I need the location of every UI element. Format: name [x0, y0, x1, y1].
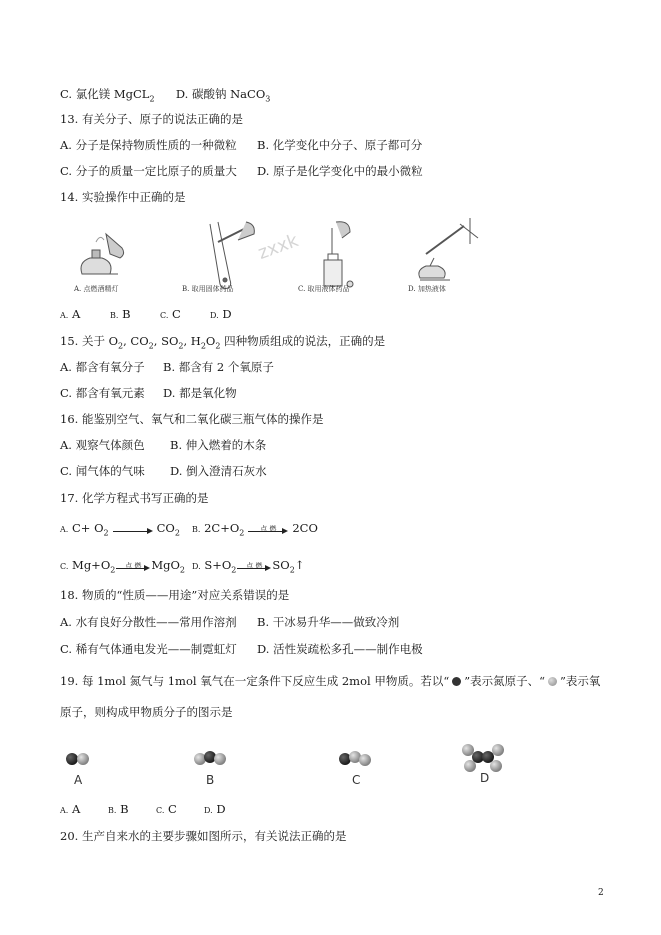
q17-option-c: C. $Mg+O_2$ 点 燃 MgO$_2$ — [60, 558, 186, 575]
nitrogen-atom-icon — [452, 677, 461, 686]
reaction-arrow-icon: 点 燃 — [248, 523, 288, 535]
q16-stem: 16. 能鉴别空气、氧气和二氧化碳三瓶气体的操作是 — [60, 412, 324, 426]
q16-option-c: C. 闻气体的气味 — [60, 464, 145, 478]
q14-option-d: D. D — [210, 307, 232, 321]
molecule-a — [66, 753, 89, 765]
q14-caption-a: A. 点燃酒精灯 — [74, 285, 119, 293]
q14-option-a: A. A — [60, 307, 81, 321]
q17-option-b: B. $2C+O_2$ 点 燃 2CO — [192, 521, 318, 538]
molecule-label-a: A — [74, 773, 83, 787]
q19-stem-line1: 19. 每 1mol 氮气与 1mol 氧气在一定条件下反应生成 2mol 甲物质。若以“ ”表示氮原子、“ ”表示氧 — [60, 674, 601, 688]
q14-option-c: C. C — [160, 307, 181, 321]
q17-options-cd — [60, 557, 304, 575]
q14-figure — [60, 214, 490, 296]
molecule-models — [60, 738, 520, 793]
reaction-arrow-icon: 点 燃 — [237, 560, 271, 572]
q14-caption-d: D. 加热液体 — [408, 285, 446, 293]
q16-options-cd — [60, 463, 267, 479]
oxygen-atom-icon — [548, 677, 557, 686]
q15-options-ab — [60, 359, 274, 375]
q18-options-cd — [60, 641, 423, 657]
q20-stem: 20. 生产自来水的主要步骤如图所示，有关说法正确的是 — [60, 829, 347, 843]
molecule-d — [462, 744, 504, 772]
q17-option-d: D. $S+O_2$ 点 燃 $SO_2↑$ — [192, 558, 305, 575]
q14-stem: 14. 实验操作中正确的是 — [60, 190, 186, 204]
molecule-c — [339, 751, 371, 766]
q13-options-ab — [60, 137, 422, 153]
q18-stem: 18. 物质的“性质——用途”对应关系错误的是 — [60, 588, 290, 602]
q17-stem: 17. 化学方程式书写正确的是 — [60, 491, 209, 505]
page-number: 2 — [598, 888, 604, 898]
q18-option-a: A. 水有良好分散性——常用作溶剂 — [60, 615, 237, 629]
molecule-label-d: D — [480, 771, 490, 785]
q13-options-cd — [60, 163, 423, 179]
q13-option-d: D. 原子是化学变化中的最小微粒 — [257, 164, 423, 178]
molecule-label-c: C — [352, 773, 361, 787]
q19-figure — [60, 738, 520, 793]
q16-options-ab — [60, 437, 266, 453]
q13-option-c: C. 分子的质量一定比原子的质量大 — [60, 164, 237, 178]
q15-option-a: A. 都含有氧分子 — [60, 360, 145, 374]
q12-option-c: C. 氯化镁 MgCL$_2$ — [60, 87, 155, 104]
q13-option-a: A. 分子是保持物质性质的一种微粒 — [60, 138, 237, 152]
reaction-arrow-icon: 点 燃 — [116, 560, 150, 572]
q19-stem-line2: 原子，则构成甲物质分子的图示是 — [60, 705, 233, 719]
q19-option-a: A. A — [60, 802, 81, 816]
molecule-label-b: B — [206, 773, 215, 787]
q12-option-d: D. 碳酸钠 NaCO$_3$ — [175, 87, 271, 104]
q15-options-cd — [60, 385, 237, 401]
q17-option-a: A. $C+ O_2$ $CO_2$ — [60, 521, 180, 538]
q16-option-a: A. 观察气体颜色 — [60, 438, 145, 452]
q17-options-ab — [60, 520, 318, 538]
q14-caption-c: C. 取用液体药品 — [298, 285, 350, 293]
q14-option-b: B. B — [110, 307, 131, 321]
q16-option-d: D. 倒入澄清石灰水 — [170, 464, 267, 478]
q15-option-b: B. 都含有 2 个氧原子 — [163, 360, 274, 374]
q13-stem: 13. 有关分子、原子的说法正确的是 — [60, 112, 243, 126]
q12-options-line — [60, 86, 270, 102]
q16-option-b: B. 伸入燃着的木条 — [170, 438, 267, 452]
q13-option-b: B. 化学变化中分子、原子都可分 — [257, 138, 423, 152]
q14-caption-b: B. 取用固体药品 — [182, 285, 234, 293]
q14-options — [60, 306, 232, 324]
q18-option-d: D. 活性炭疏松多孔——制作电极 — [257, 642, 423, 656]
q19-option-c: C. C — [156, 802, 177, 816]
reaction-arrow-icon — [113, 523, 153, 535]
watermark-text: zxxk — [255, 230, 302, 264]
q18-option-b: B. 干冰易升华——做致冷剂 — [257, 615, 400, 629]
q15-option-d: D. 都是氧化物 — [163, 386, 237, 400]
q18-options-ab — [60, 614, 399, 630]
q18-option-c: C. 稀有气体通电发光——制霓虹灯 — [60, 642, 237, 656]
q15-stem: 15. 关于 $O_2$, $CO_2$, $SO_2$, $H_2O_2$ 四种物质组成的说法，正确的是 — [60, 334, 386, 351]
q19-option-b: B. B — [108, 802, 129, 816]
q19-option-d: D. D — [204, 802, 226, 816]
q15-option-c: C. 都含有氧元素 — [60, 386, 145, 400]
molecule-b — [194, 751, 226, 765]
q19-options — [60, 801, 226, 819]
